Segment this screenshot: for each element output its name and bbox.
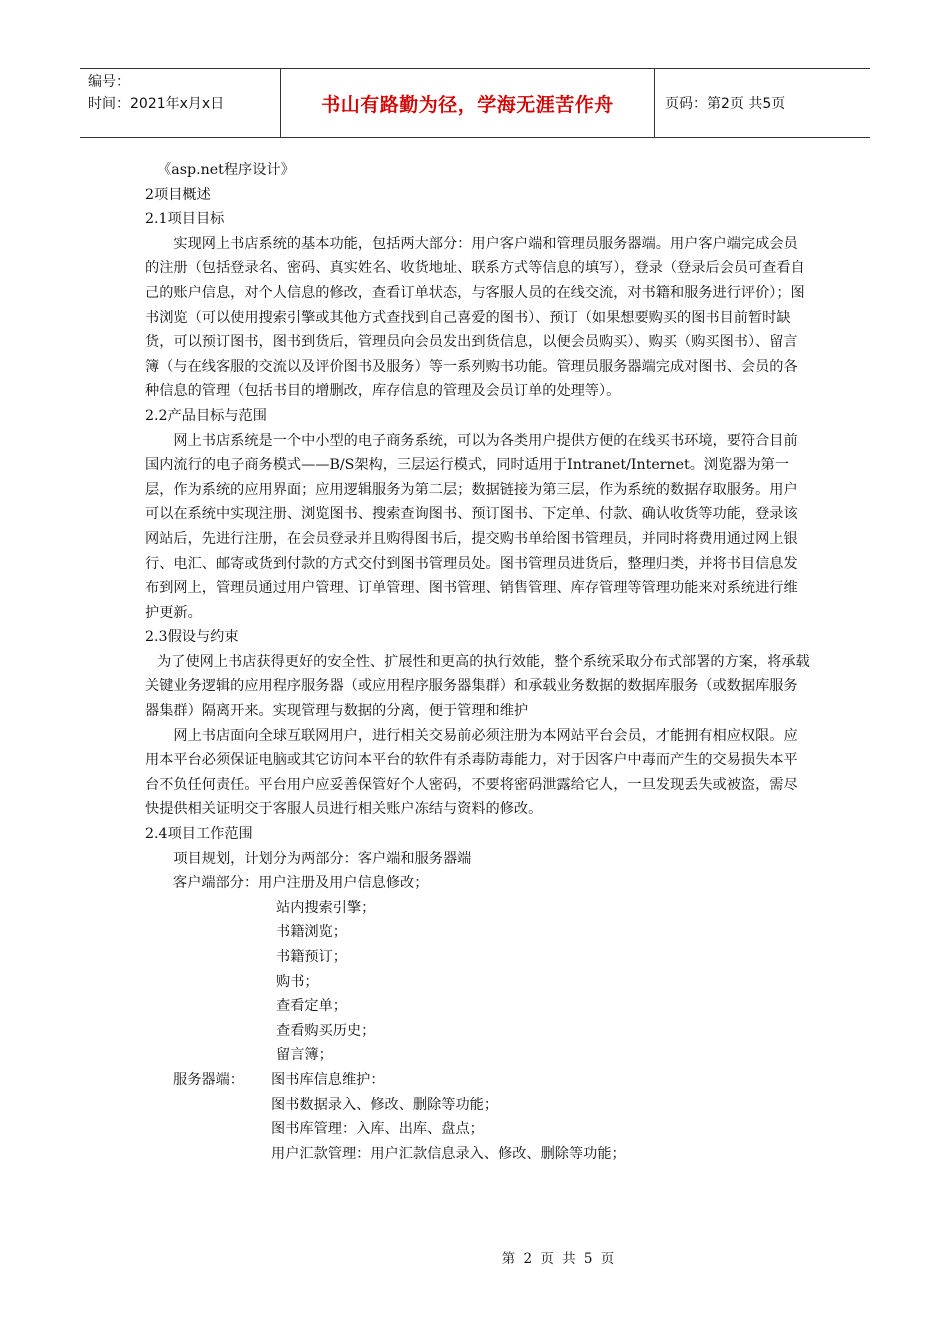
header-number-label: 编号： [88,74,130,90]
document-body [145,158,810,1166]
client-item: 购书； [276,973,319,990]
section-2-4-title: 2.4项目工作范围 [145,826,253,843]
section-2-3-text-2: 网上书店面向全球互联网用户，进行相关交易前必须注册为本网站平台会员，才能拥有相应权限。应用本平台必须保证电脑或其它访问本平台的软件有杀毒防毒能力，对于因客户中毒而产生的交易损失本平台不负任何责任。平台用户应妥善保管好个人密码，不要将密码泄露给它人，一旦发现丢失或被盗，需尽快提供相关证明交于客服人员进行相关账户冻结与资料的修改。 [145,727,798,818]
header-page-info: 页码：第2页 共5页 [665,96,786,112]
section-2-4-intro: 项目规划，计划分为两部分：客户端和服务器端 [173,850,472,867]
client-item: 书籍预订； [276,949,347,965]
client-item: 用户注册及用户信息修改； [258,875,429,892]
client-item: 留言簿； [276,1047,333,1064]
book-title: 《asp.net程序设计》 [157,162,295,178]
client-item: 查看购买历史； [276,1022,376,1039]
client-section [145,871,810,896]
section-2-3-text-1: 为了使网上书店获得更好的安全性、扩展性和更高的执行效能，整个系统采取分布式部署的方案，将承载关键业务逻辑的应用程序服务器（或应用程序服务器集群）和承载业务数据的数据库服务（或数据库服务器集群）隔离开来。实现管理与数据的分离，便于管理和维护 [145,653,810,720]
section-2-2-title: 2.2产品目标与范围 [145,407,267,424]
server-item: 图书数据录入、修改、删除等功能； [271,1096,499,1113]
section-2-title: 2项目概述 [145,186,211,203]
client-item: 书籍浏览； [276,924,347,941]
server-item: 图书库管理：入库、出库、盘点； [271,1121,484,1138]
server-item: 用户汇款管理：用户汇款信息录入、修改、删除等功能； [271,1145,626,1162]
client-label: 客户端部分： [173,875,259,892]
client-item: 站内搜索引擎； [276,899,376,916]
header-meta [80,69,281,137]
page-footer: 第 2 页 共 5 页 [501,1251,617,1267]
server-section [145,1068,810,1093]
section-2-1-text: 实现网上书店系统的基本功能，包括两大部分：用户客户端和管理员服务器端。用户客户端完成会员的注册（包括登录名、密码、真实姓名、收货地址、联系方式等信息的填写），登录（登录后会员可查看自己的账户信息，对个人信息的修改，查看订单状态，与客服人员的在线交流，对书籍和服务进行评价）；图书浏览（可以使用搜索引擎或其他方式查找到自己喜爱的图书）、预订（如果想要购买的图书目前暂时缺货，可以预订图书，图书到货后，管理员向会员发出到货信息，以便会员购买）、购买（购买图书）、留言簿（与在线客服的交流以及评价图书及服务）等一系列购书功能。管理员服务器端完成对图书、会员的各种信息的管理（包括书目的增删改，库存信息的管理及会员订单的处理等）。 [145,235,805,400]
header-time-label: 时间：2021年x月x日 [88,96,225,112]
section-2-3-title: 2.3假设与约束 [145,629,239,646]
server-item: 图书库信息维护： [271,1071,385,1088]
page-header [80,68,870,138]
header-motto: 书山有路勤为径，学海无涯苦作舟 [281,69,655,137]
section-2-1-title: 2.1项目目标 [145,211,225,228]
client-item: 查看定单； [276,998,347,1015]
server-label: 服务器端： [173,1071,244,1088]
section-2-2-text: 网上书店系统是一个中小型的电子商务系统，可以为各类用户提供方便的在线买书环境，要符合目前国内流行的电子商务模式——B/S架构，三层运行模式，同时适用于Intranet/Internet。浏览器为第一层，作为系统的应用界面；应用逻辑服务为第二层；数据链接为第三层，作为系统的数据存取服务。用户可以在系统中实现注册、浏览图书、搜索查询图书、预订图书、下定单、付款、确认收货等功能，登录该网站后，先进行注册，在会员登录并且购得图书后，提交购书单给图书管理员，并同时将费用通过网上银行、电汇、邮寄或货到付款的方式交付到图书管理员处。图书管理员进货后，整理归类，并将书目信息发布到网上，管理员通过用户管理、订单管理、图书管理、销售管理、库存管理等管理功能来对系统进行维护更新。 [145,432,798,621]
